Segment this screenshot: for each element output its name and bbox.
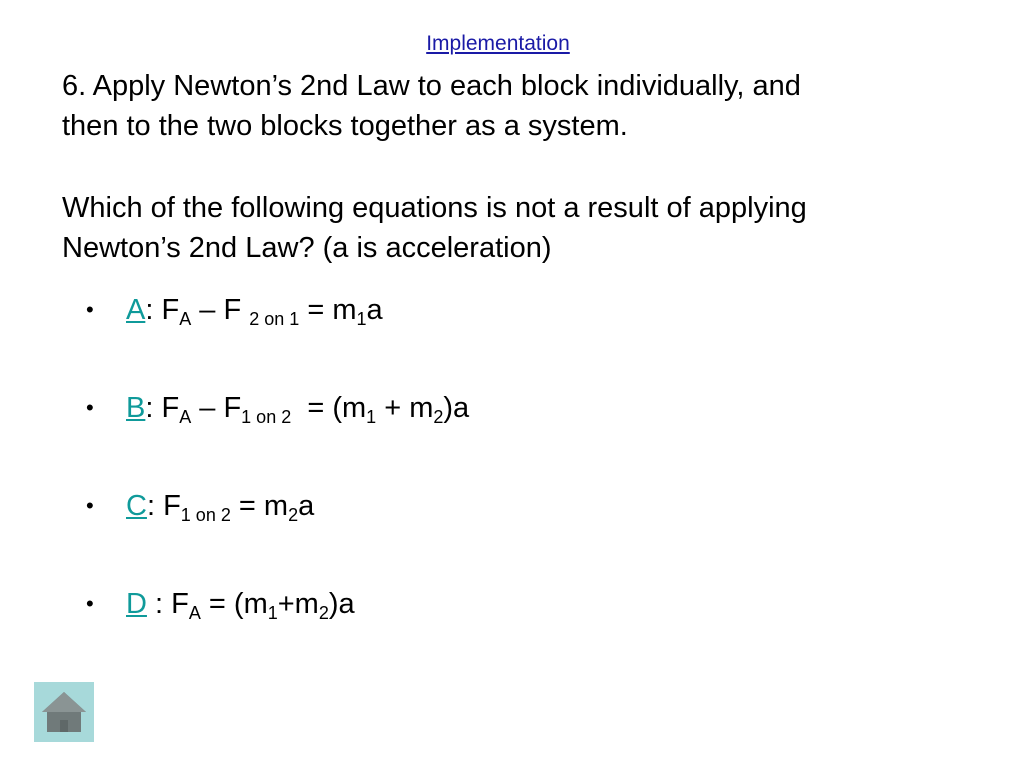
choice-b-text-1: : F	[145, 392, 180, 424]
choice-b-text-5: )a	[443, 392, 470, 424]
choice-a-text-1: : F	[145, 294, 180, 326]
choice-a-sub-1: A	[179, 309, 192, 329]
choice-b	[86, 388, 469, 428]
choice-c-text-1: : F	[146, 490, 181, 522]
choice-b-sub-2: 1 on 2	[241, 407, 292, 427]
question-text	[62, 66, 962, 268]
question-line-4: Newton’s 2nd Law? (a is acceleration)	[62, 232, 552, 264]
home-button[interactable]	[34, 682, 94, 742]
choice-d-text-4: )a	[328, 588, 355, 620]
choice-a	[86, 290, 469, 330]
question-line-1: 6. Apply Newton’s 2nd Law to each block individually, and	[62, 70, 801, 102]
bullet-icon: •	[86, 395, 94, 420]
choice-b-text-4: + m	[376, 392, 434, 424]
choice-b-link[interactable]: B	[126, 392, 146, 424]
bullet-icon: •	[86, 297, 94, 322]
question-line-3: Which of the following equations is not a result of applying	[62, 192, 807, 224]
bullet-icon: •	[86, 493, 94, 518]
choice-d-link[interactable]: D	[126, 588, 147, 620]
choice-c-text-3: a	[298, 490, 315, 522]
choice-c	[86, 486, 469, 526]
choice-c-sub-1: 1 on 2	[180, 505, 231, 525]
choice-b-sub-1: A	[179, 407, 192, 427]
choice-d-text-3: +m	[277, 588, 319, 620]
choice-c-sub-2: 2	[288, 505, 299, 525]
choice-b-sub-3: 1	[366, 407, 377, 427]
choice-b-text-2: – F	[191, 392, 242, 424]
answer-choices-list	[86, 290, 469, 682]
choice-a-link[interactable]: A	[126, 294, 146, 326]
choice-b-text-3: = (m	[291, 392, 367, 424]
choice-d-sub-3: 2	[318, 603, 329, 623]
implementation-link[interactable]: Implementation	[426, 32, 570, 55]
question-spacer	[62, 146, 962, 188]
question-line-2: then to the two blocks together as a system.	[62, 110, 628, 142]
choice-d-sub-2: 1	[267, 603, 278, 623]
choice-c-link[interactable]: C	[126, 490, 147, 522]
choice-c-text-2: = m	[230, 490, 289, 522]
choice-d-text-2: = (m	[200, 588, 268, 620]
choice-d	[86, 584, 469, 624]
choice-a-text-4: a	[366, 294, 383, 326]
bullet-icon: •	[86, 591, 94, 616]
choice-a-text-3: = m	[299, 294, 357, 326]
choice-d-text-1: : F	[146, 588, 189, 620]
choice-b-sub-4: 2	[433, 407, 444, 427]
home-icon	[34, 682, 94, 742]
choice-a-text-2: – F	[191, 294, 250, 326]
choice-a-sub-3: 1	[356, 309, 367, 329]
choice-d-sub-1: A	[188, 603, 201, 623]
choice-a-sub-2: 2 on 1	[249, 309, 300, 329]
